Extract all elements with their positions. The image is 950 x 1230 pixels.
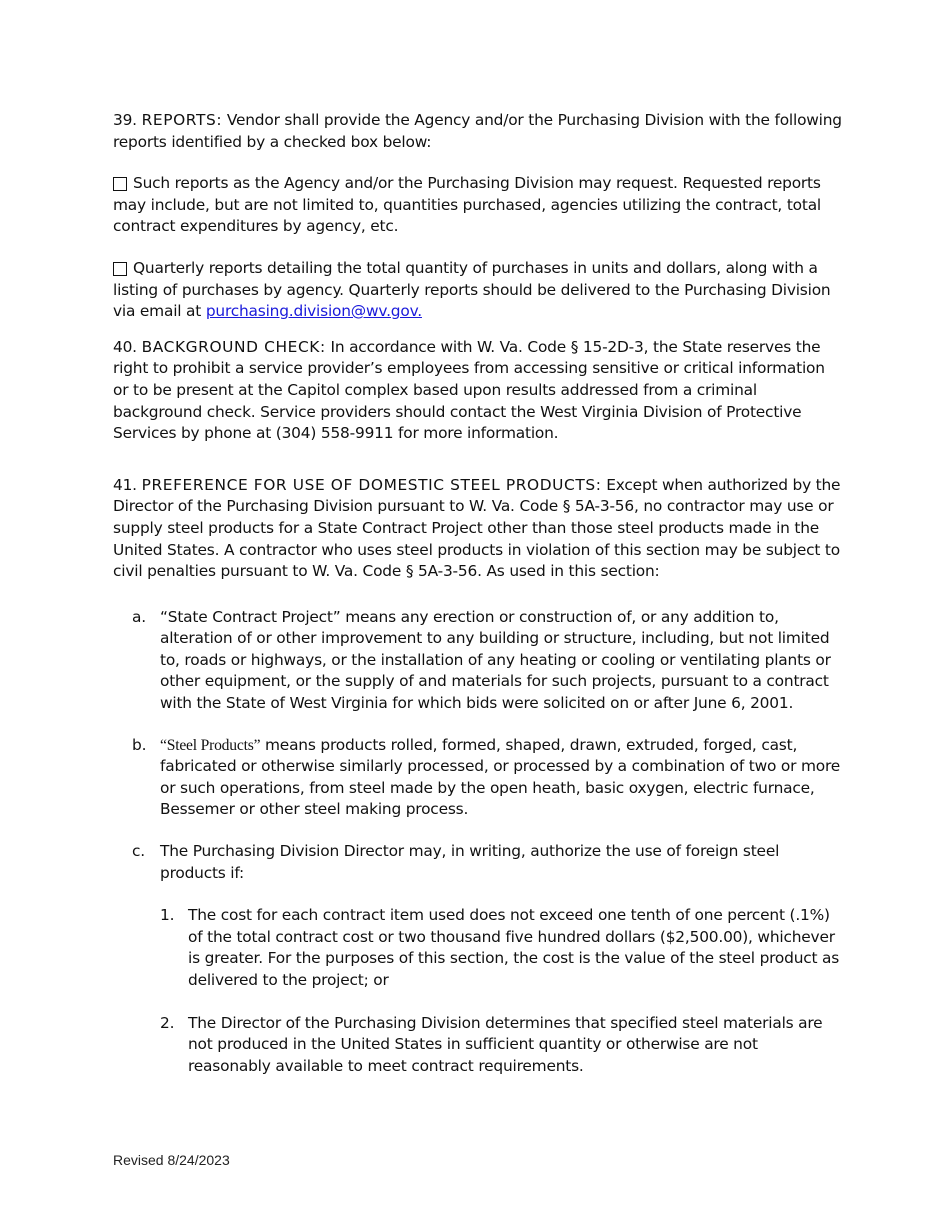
section-40-title: BACKGROUND CHECK: [141, 337, 326, 356]
purchasing-email-link[interactable]: purchasing.division@wv.gov. [205, 302, 422, 321]
list-marker-a: a. [132, 607, 146, 626]
term-steel-products: “Steel Products” [160, 736, 261, 754]
condition-text-2: The Director of the Purchasing Division determines that specified steel materials are not produced in the United States in sufficient quantity or otherwise are not reasonably available to meet contract requirements. [188, 1013, 823, 1075]
definition-state-contract-project: means any erection or construction of, or any addition to, alteration of or other improvement to any building or structure, including, but not limited to, roads or highways, or the installation of any heating or cooling or ventilating plants or other equipment, or the supply of and materials for such projects, pursuant to a contract with the State of West Virginia for which bids were solicited on or after June 6, 2001. [160, 607, 831, 713]
list-item-a [113, 607, 843, 715]
section-39-intro [113, 110, 843, 153]
list-item-c [113, 841, 843, 1077]
definitions-list [113, 607, 843, 1078]
section-40-number: 40. [113, 337, 137, 356]
definition-steel-products: means products rolled, formed, shaped, drawn, extruded, forged, cast, fabricated or otherwise similarly processed, or processed by a combination of two or more or such operations, from steel made by the open heath, basic oxygen, electric furnace, Bessemer or other steel making process. [160, 735, 841, 819]
condition-item-2 [160, 1013, 843, 1078]
section-39-number: 39. [113, 111, 137, 129]
section-41 [113, 475, 843, 583]
condition-marker-2: 2. [160, 1013, 175, 1032]
section-39-intro-text: Vendor shall provide the Agency and/or the Purchasing Division with the following reports identified by a checked box below: [113, 111, 842, 151]
section-41-title: PREFERENCE FOR USE OF DOMESTIC STEEL PRODUCTS: [141, 475, 602, 494]
report-option-1-checkbox[interactable] [113, 177, 127, 191]
report-option-2-checkbox[interactable] [113, 262, 127, 276]
condition-item-1 [160, 905, 843, 991]
list-marker-c: c. [132, 842, 145, 861]
section-40 [113, 337, 843, 445]
report-option-1-text: Such reports as the Agency and/or the Purchasing Division may request. Requested reports may include, but are not limited to, quantities purchased, agencies utilizing the contract, total contract expenditures by agency, etc. [113, 174, 822, 236]
report-option-2 [113, 258, 843, 323]
section-41-number: 41. [113, 475, 137, 494]
term-state-contract-project: “State Contract Project” [160, 607, 341, 626]
document-page [113, 110, 843, 1077]
section-39-title: REPORTS: [141, 111, 223, 129]
section-41-body: Except when authorized by the Director of the Purchasing Division pursuant to W. Va. Code § 5A-3-56, no contractor may use or supply steel products for a State Contract Project other than those steel products made in the United States. A contractor who uses steel products in violation of this section may be subject to civil penalties pursuant to W. Va. Code § 5A-3-56. As used in this section: [113, 475, 841, 581]
condition-marker-1: 1. [160, 906, 175, 925]
condition-text-1: The cost for each contract item used does not exceed one tenth of one percent (.1%) of the total contract cost or two thousand five hundred dollars ($2,500.00), whichever is greater. For the purposes of this section, the cost is the value of the steel product as delivered to the project; or [188, 906, 840, 989]
foreign-steel-authorization-text: The Purchasing Division Director may, in writing, authorize the use of foreign steel products if: [160, 842, 780, 882]
list-marker-b: b. [132, 735, 147, 754]
section-40-body: In accordance with W. Va. Code § 15-2D-3, the State reserves the right to prohibit a service provider’s employees from accessing sensitive or critical information or to be present at the Capitol complex based upon results addressed from a criminal background check. Service providers should contact the West Virginia Division of Protective Services by phone at (304) 558-9911 for more information. [113, 337, 825, 443]
report-option-1 [113, 173, 843, 238]
revision-footer: Revised 8/24/2023 [113, 1152, 230, 1168]
list-item-b [113, 735, 843, 821]
authorization-conditions-list [160, 905, 843, 1077]
report-option-2-text: Quarterly reports detailing the total quantity of purchases in units and dollars, along with a listing of purchases by agency. Quarterly reports should be delivered to the Purchasing Division via email at [113, 258, 831, 321]
